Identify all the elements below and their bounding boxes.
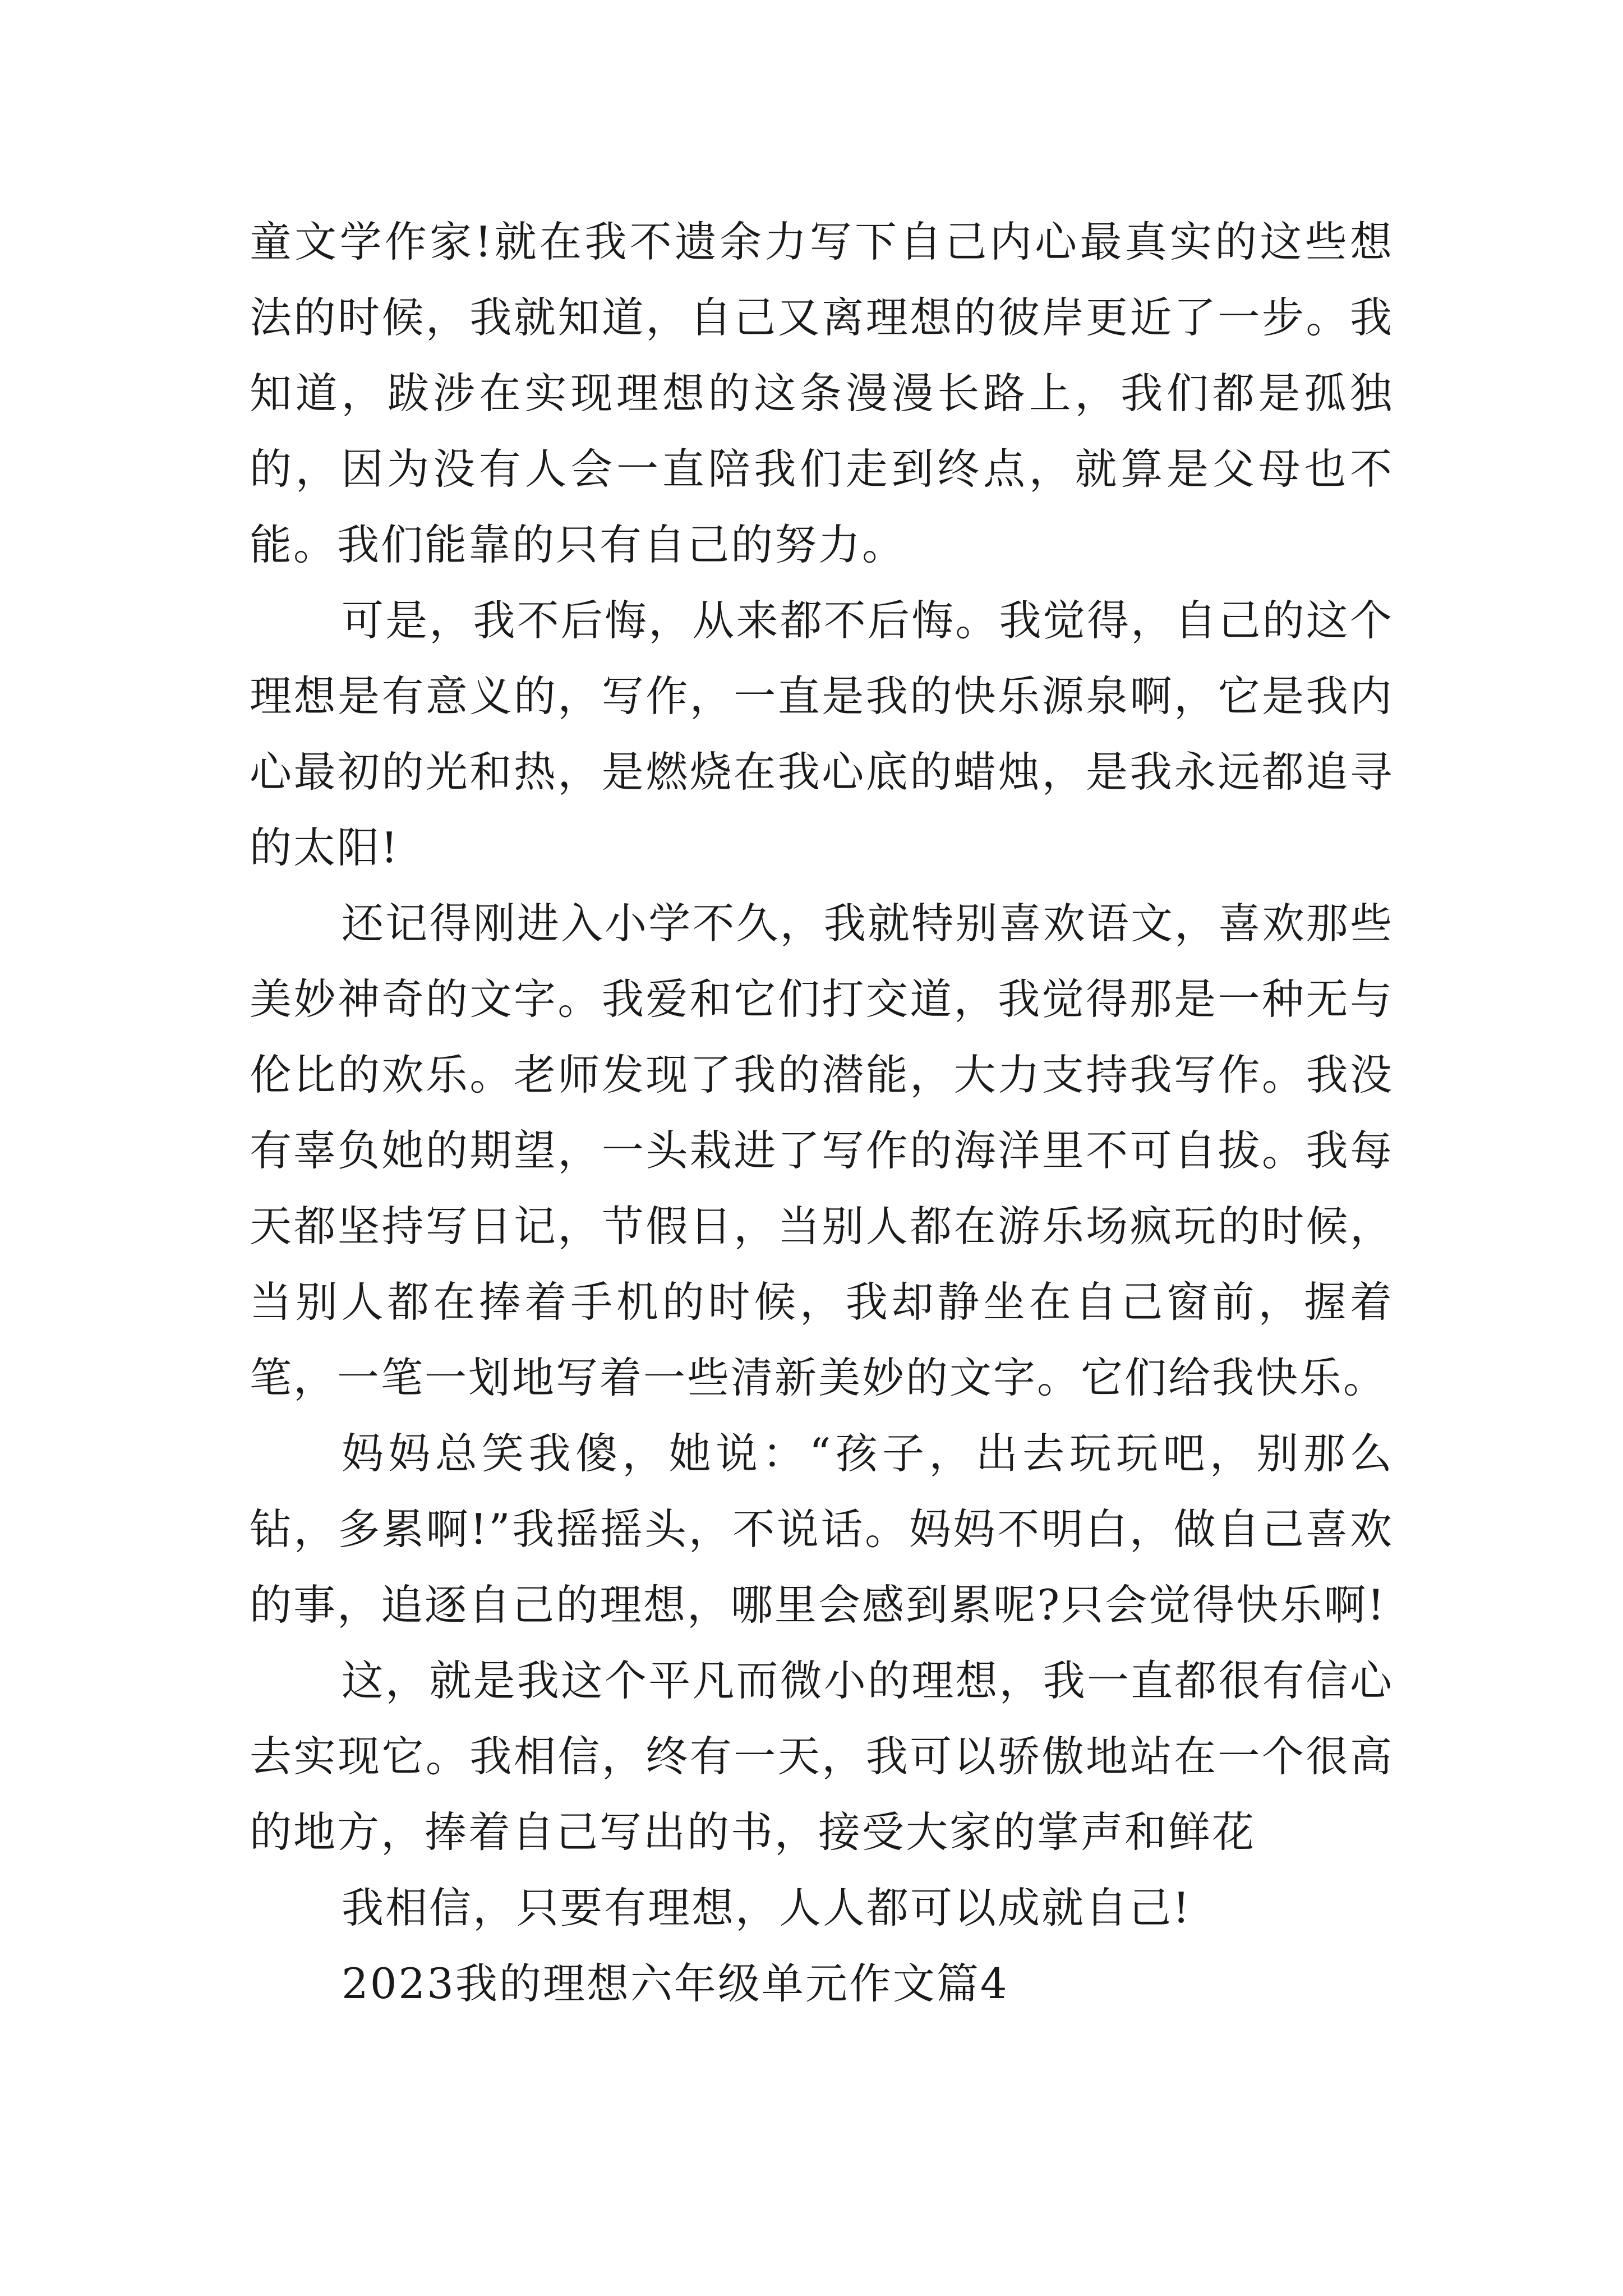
paragraph-5: 这，就是我这个平凡而微小的理想，我一直都很有信心去实现它。我相信，终有一天，我可以骄傲地站在一个很高的地方，捧着自己写出的书，接受大家的掌声和鲜花 (250, 1656, 1394, 1857)
document-body (250, 204, 1394, 2022)
paragraph-3: 还记得刚进入小学不久，我就特别喜欢语文，喜欢那些美妙神奇的文字。我爱和它们打交道，我觉得那是一种无与伦比的欢乐。老师发现了我的潜能，大力支持我写作。我没有辜负她的期望，一头栽进了写作的海洋里不可自拔。我每天都坚持写日记，节假日，当别人都在游乐场疯玩的时候，当别人都在捧着手机的时候，我却静坐在自己窗前，握着笔，一笔一划地写着一些清新美妙的文字。它们给我快乐。 (250, 899, 1394, 1402)
paragraph-1: 童文学作家!就在我不遗余力写下自己内心最真实的这些想法的时候，我就知道，自己又离理想的彼岸更近了一步。我知道，跋涉在实现理想的这条漫漫长路上，我们都是孤独的，因为没有人会一直陪我们走到终点，就算是父母也不能。我们能靠的只有自己的努力。 (250, 217, 1394, 569)
paragraph-4: 妈妈总笑我傻，她说：“孩子，出去玩玩吧，别那么钻，多累啊!”我摇摇头，不说话。妈妈不明白，做自己喜欢的事，追逐自己的理想，哪里会感到累呢?只会觉得快乐啊! (250, 1429, 1394, 1630)
paragraph-6: 我相信，只要有理想，人人都可以成就自己! (342, 1883, 1192, 1932)
section-heading: 2023我的理想六年级单元作文篇4 (342, 1959, 1009, 2008)
paragraph-2: 可是，我不后悔，从来都不后悔。我觉得，自己的这个理想是有意义的，写作，一直是我的快乐源泉啊，它是我内心最初的光和热，是燃烧在我心底的蜡烛，是我永远都追寻的太阳! (250, 596, 1394, 872)
